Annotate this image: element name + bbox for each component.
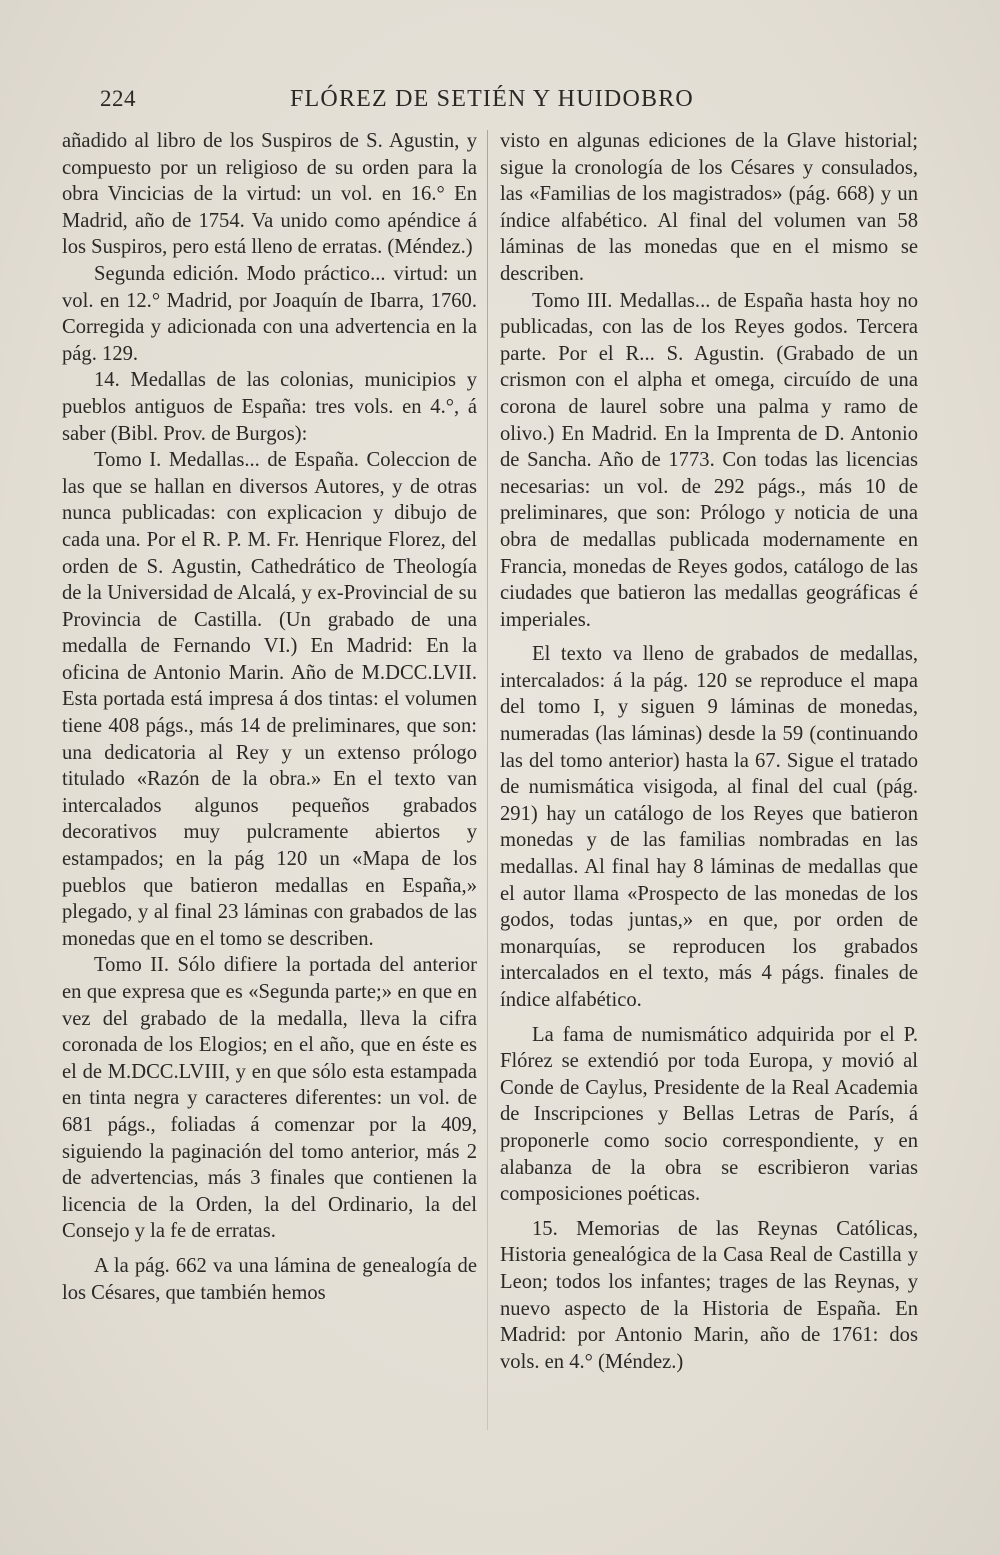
- paragraph: 14. Medallas de las colonias, municipios y pueblos antiguos de España: tres vols. en 4.°, á saber (Bibl. Prov. de Burgos):: [62, 369, 477, 445]
- paragraph: A la pág. 662 va una lámina de genealogía de los Césares, que también hemos: [62, 1254, 477, 1304]
- paragraph: Tomo II. Sólo difiere la portada del anterior en que expresa que es «Segunda parte;» en que en vez del grabado de la medalla, lleva la cifra coronada de los Elogios; en el año, que en éste es el de M.DCC.LVIII, y en que sólo esta estampada en tinta negra y caracteres diferentes: un vol. de 681 págs., foliadas á comenzar por la 409, siguiendo la paginación del tomo anterior, más 2 de advertencias, más 3 finales que contienen la licencia de la Orden, la del Ordinario, la del Consejo y la fe de erratas.: [62, 954, 477, 1243]
- paragraph: Tomo I. Medallas... de España. Coleccion de las que se hallan en diversos Autores, y de otras nunca publicadas: con explicacion y dibujo de cada una. Por el R. P. M. Fr. Henrique Florez, del orden de S. Agustin, Cathedrático de Theología de la Universidad de Alcalá, y ex-Provincial de su Provincia de Castilla. (Un grabado de una medalla de Fernando VI.) En Madrid: En la oficina de Antonio Marin. Año de M.DCC.LVII. Esta portada está impresa á dos tintas: el volumen tiene 408 págs., más 14 de preliminares, que son: una dedicatoria al Rey y un extenso prólogo titulado «Razón de la obra.» En el texto van intercalados algunos pequeños grabados decorativos muy pulcramente abiertos y estampados; en la pág 120 un «Mapa de los pueblos que batieron medallas en España,» plegado, y al final 23 láminas con grabados de las monedas que en el tomo se describen.: [62, 449, 477, 950]
- paragraph: La fama de numismático adquirida por el P. Flórez se extendió por toda Europa, y movió al Conde de Caylus, Presidente de la Real Academia de Inscripciones y Bellas Letras de París, á proponerle como socio correspondiente, y en alabanza de la obra se escribieron varias composiciones poéticas.: [500, 1023, 918, 1206]
- right-column: [500, 128, 918, 1375]
- paragraph: Tomo III. Medallas... de España hasta hoy no publicadas, con las de los Reyes godos. Tercera parte. Por el R... S. Agustin. (Grabado de un crismon con el alpha et omega, circuído de una corona de laurel sobre una palma y ramo de olivo.) En Madrid. En la Imprenta de D. Antonio de Sancha. Año de 1773. Con todas las licencias necesarias: un vol. de 292 págs., más 10 de preliminares, que son: Prólogo y noticia de una obra de medallas publicada modernamente en Francia, monedas de Reyes godos, catálogo de las ciudades que batieron las medallas geográficas é imperiales.: [500, 289, 918, 631]
- paragraph: añadido al libro de los Suspiros de S. Agustin, y compuesto por un religioso de su orden para la obra Vincicias de la virtud: un vol. en 16.° En Madrid, año de 1754. Va unido como apéndice á los Suspiros, pero está lleno de erratas. (Méndez.): [62, 130, 477, 259]
- running-title: FLÓREZ DE SETIÉN Y HUIDOBRO: [290, 86, 694, 112]
- paragraph: El texto va lleno de grabados de medallas, intercalados: á la pág. 120 se reproduce el mapa del tomo I, y siguen 9 láminas de monedas, numeradas (las láminas) desde la 59 (continuando las del tomo anterior) hasta la 67. Sigue el tratado de numismática visigoda, al final del cual (pág. 291) hay un catálogo de los Reyes que batieron monedas y de las familias nombradas en las medallas. Al final hay 8 láminas de medallas que el autor llama «Prospecto de las monedas de los godos, todas juntas,» en que, por orden de monarquías, se reproducen los grabados intercalados en el texto, más 4 págs. finales de índice alfabético.: [500, 643, 918, 1011]
- paragraph: 15. Memorias de las Reynas Católicas, Historia genealógica de la Casa Real de Castilla y Leon; todos los infantes; trages de las Reynas, y nuevo aspecto de la Historia de España. En Madrid: por Antonio Marin, año de 1761: dos vols. en 4.° (Méndez.): [500, 1217, 918, 1373]
- left-column: [62, 128, 477, 1306]
- paragraph: Segunda edición. Modo práctico... virtud: un vol. en 12.° Madrid, por Joaquín de Ibarra, 1760. Corregida y adicionada con una advertencia en la pág. 129.: [62, 262, 477, 365]
- paragraph: visto en algunas ediciones de la Glave historial; sigue la cronología de los Césares y consulados, las «Familias de los magistrados» (pág. 668) y un índice alfabético. Al final del volumen van 58 láminas de las monedas que en el mismo se describen.: [500, 130, 918, 285]
- column-divider: [487, 130, 488, 1430]
- page-number: 224: [100, 86, 136, 111]
- page-header: [100, 86, 900, 126]
